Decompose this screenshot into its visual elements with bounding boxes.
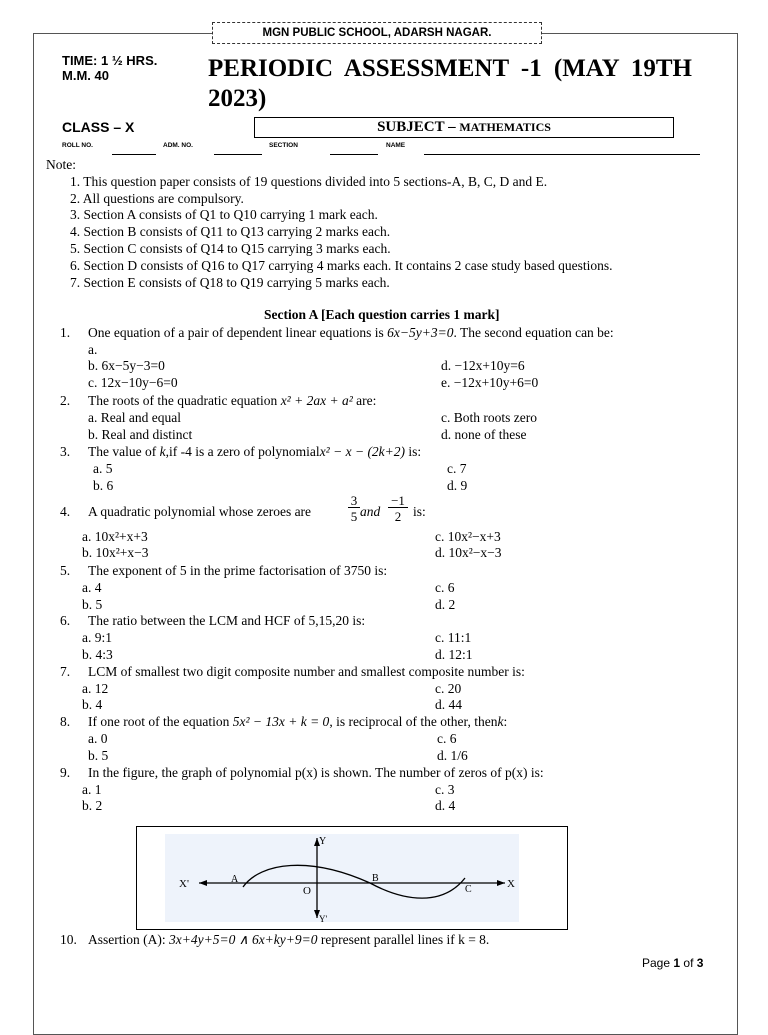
polynomial-graph — [165, 834, 519, 922]
option-c[interactable]: c. 10x²−x+3 — [435, 529, 501, 544]
option-d[interactable]: d. none of these — [441, 427, 527, 442]
y-prime-label: Y' — [319, 914, 328, 922]
option-b[interactable]: b. Real and distinct — [88, 427, 193, 442]
option-a[interactable]: a. 9:1 — [82, 630, 112, 645]
question-number: 10. — [60, 932, 77, 947]
section-a-heading: Section A [Each question carries 1 mark] — [264, 307, 500, 322]
note-item: 2. All questions are compulsory. — [70, 191, 244, 206]
question-4-and: and — [360, 504, 381, 519]
question-number: 5. — [60, 563, 71, 578]
option-b[interactable]: b. 2 — [82, 798, 103, 813]
name-label: NAME — [386, 142, 406, 149]
option-c[interactable]: c. 20 — [435, 681, 462, 696]
option-c[interactable]: c. 6 — [437, 731, 457, 746]
point-b-label: B — [372, 873, 379, 884]
note-item: 4. Section B consists of Q11 to Q13 carrying 2 marks each. — [70, 224, 391, 239]
option-d[interactable]: d. −12x+10y=6 — [441, 358, 525, 373]
option-d[interactable]: d. 12:1 — [435, 647, 473, 662]
time-label: TIME: 1 ½ HRS. — [62, 53, 158, 68]
option-b[interactable]: b. 6x−5y−3=0 — [88, 358, 165, 373]
option-a[interactable]: a. — [88, 342, 98, 357]
option-c[interactable]: c. 3 — [435, 782, 455, 797]
question-number: 3. — [60, 444, 71, 459]
option-a[interactable]: a. 5 — [93, 461, 113, 476]
fraction-numerator: 3 — [348, 494, 360, 508]
question-6-text: The ratio between the LCM and HCF of 5,15,20 is: — [88, 613, 366, 628]
option-c[interactable]: c. 12x−10y−6=0 — [88, 375, 178, 390]
note-heading: Note: — [46, 157, 76, 172]
note-item: 5. Section C consists of Q14 to Q15 carrying 3 marks each. — [70, 241, 391, 256]
option-a[interactable]: a. 10x²+x+3 — [82, 529, 148, 544]
question-number: 8. — [60, 714, 71, 729]
page-footer: Page 1 of 3 — [642, 956, 704, 970]
subject-box — [254, 117, 674, 138]
option-d[interactable]: d. 44 — [435, 697, 462, 712]
roll-no-label: ROLL NO. — [62, 142, 93, 149]
option-d[interactable]: d. 2 — [435, 597, 456, 612]
option-b[interactable]: b. 5 — [88, 748, 109, 763]
x-label: X — [507, 878, 515, 890]
question-9-text: In the figure, the graph of polynomial p(x) is shown. The number of zeros of p(x) is: — [88, 765, 544, 780]
adm-no-label: ADM. NO. — [163, 142, 193, 149]
class-label: CLASS – X — [62, 119, 135, 135]
option-a[interactable]: a. 12 — [82, 681, 109, 696]
option-b[interactable]: b. 4 — [82, 697, 103, 712]
option-d[interactable]: d. 9 — [447, 478, 468, 493]
option-b[interactable]: b. 6 — [93, 478, 114, 493]
polynomial-graph-figure — [136, 826, 568, 930]
section-label: SECTION — [269, 142, 298, 149]
max-marks-label: M.M. 40 — [62, 68, 109, 83]
option-d[interactable]: d. 10x²−x−3 — [435, 545, 502, 560]
school-name: MGN PUBLIC SCHOOL, ADARSH NAGAR. — [212, 22, 542, 44]
question-2-text: The roots of the quadratic equation x² + 2ax + a² are: — [88, 393, 377, 408]
y-label: Y — [319, 836, 327, 847]
note-item: 3. Section A consists of Q1 to Q10 carrying 1 mark each. — [70, 207, 378, 222]
option-c[interactable]: c. Both roots zero — [441, 410, 537, 425]
option-b[interactable]: b. 5 — [82, 597, 103, 612]
option-c[interactable]: c. 6 — [435, 580, 455, 595]
name-field[interactable] — [424, 154, 700, 155]
fraction-denominator: 5 — [350, 509, 358, 524]
option-a[interactable]: a. 4 — [82, 580, 102, 595]
subject-name: MATHEMATICS — [459, 120, 551, 134]
option-a[interactable]: a. 1 — [82, 782, 102, 797]
point-c-label: C — [465, 884, 472, 895]
option-c[interactable]: c. 11:1 — [435, 630, 472, 645]
question-number: 4. — [60, 504, 71, 519]
option-c[interactable]: c. 7 — [447, 461, 467, 476]
x-prime-label: X' — [179, 878, 189, 890]
option-e[interactable]: e. −12x+10y+6=0 — [441, 375, 539, 390]
point-a-label: A — [231, 874, 239, 885]
option-d[interactable]: d. 1/6 — [437, 748, 468, 763]
question-5-text: The exponent of 5 in the prime factorisation of 3750 is: — [88, 563, 388, 578]
adm-no-field[interactable] — [214, 154, 262, 155]
note-item: 1. This question paper consists of 19 questions divided into 5 sections-A, B, C, D and E. — [70, 174, 548, 189]
question-number: 6. — [60, 613, 71, 628]
question-number: 1. — [60, 325, 71, 340]
option-b[interactable]: b. 10x²+x−3 — [82, 545, 149, 560]
origin-label: O — [303, 885, 311, 897]
question-7-text: LCM of smallest two digit composite number and smallest composite number is: — [88, 664, 525, 679]
page-title: PERIODIC ASSESSMENT -1 (MAY 19TH 2023) — [208, 55, 692, 112]
option-a[interactable]: a. Real and equal — [88, 410, 181, 425]
section-field[interactable] — [330, 154, 378, 155]
question-1-text: One equation of a pair of dependent linear equations is 6x−5y+3=0. The second equation can be: — [88, 325, 614, 340]
note-item: 6. Section D consists of Q16 to Q17 carrying 4 marks each. It contains 2 case study based questions. — [70, 258, 613, 273]
question-number: 2. — [60, 393, 71, 408]
roll-no-field[interactable] — [112, 154, 156, 155]
question-10-text: Assertion (A): 3x+4y+5=0 ∧ 6x+ky+9=0 represent parallel lines if k = 8. — [88, 932, 490, 947]
question-number: 7. — [60, 664, 71, 679]
option-b[interactable]: b. 4:3 — [82, 647, 113, 662]
question-3-text: The value of k,if -4 is a zero of polynomialx² − x − (2k+2) is: — [88, 444, 422, 459]
question-number: 9. — [60, 765, 71, 780]
subject-label: SUBJECT – — [377, 119, 456, 135]
option-d[interactable]: d. 4 — [435, 798, 456, 813]
question-4-tail: is: — [413, 504, 426, 519]
question-4-text: A quadratic polynomial whose zeroes are — [88, 504, 312, 519]
fraction-numerator: −1 — [388, 494, 408, 508]
question-8-text: If one root of the equation 5x² − 13x + k = 0, is reciprocal of the other, thenk: — [88, 714, 508, 729]
fraction-denominator: 2 — [394, 509, 402, 524]
note-item: 7. Section E consists of Q18 to Q19 carrying 5 marks each. — [70, 275, 390, 290]
option-a[interactable]: a. 0 — [88, 731, 108, 746]
